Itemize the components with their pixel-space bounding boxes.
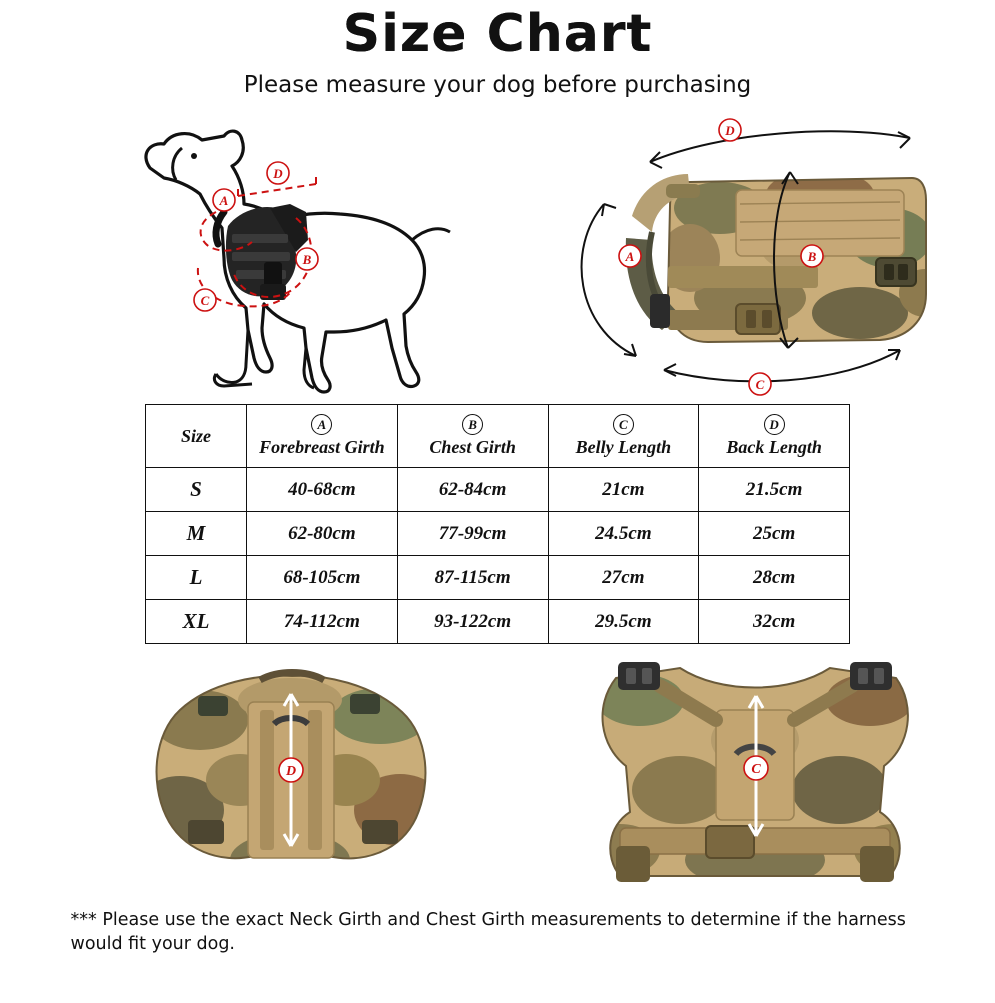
- cell-belly: 24.5cm: [548, 512, 699, 556]
- bottom-illustration-row: [0, 650, 995, 905]
- table-row: [146, 512, 850, 556]
- cell-forebreast: 74-112cm: [247, 600, 398, 644]
- marker-d-icon: D: [764, 414, 785, 435]
- cell-back: 25cm: [699, 512, 850, 556]
- svg-text:C: C: [751, 762, 761, 777]
- dog-outline-svg: [120, 108, 520, 398]
- table-header-back: D Back Length: [699, 405, 850, 468]
- page-title: Size Chart: [342, 4, 653, 64]
- cell-size: M: [146, 512, 247, 556]
- cell-size: S: [146, 468, 247, 512]
- harness-front-view-svg: [560, 650, 950, 900]
- cell-belly: 27cm: [548, 556, 699, 600]
- table-header-chest: B Chest Girth: [397, 405, 548, 468]
- svg-text:B: B: [302, 252, 312, 267]
- marker-b-icon: B: [462, 414, 483, 435]
- cell-belly: 21cm: [548, 468, 699, 512]
- table-row: [146, 556, 850, 600]
- page-subtitle: Please measure your dog before purchasing: [243, 72, 752, 98]
- cell-chest: 87-115cm: [397, 556, 548, 600]
- svg-text:D: D: [273, 166, 283, 181]
- cell-back: 21.5cm: [699, 468, 850, 512]
- cell-forebreast: 62-80cm: [247, 512, 398, 556]
- camo-harness-side-view: [540, 98, 980, 398]
- top-illustration-row: [0, 98, 995, 398]
- svg-text:A: A: [219, 193, 229, 208]
- camo-harness-svg: [540, 98, 980, 398]
- table-row: [146, 468, 850, 512]
- harness-front-view: [560, 650, 950, 900]
- harness-top-view: [110, 650, 470, 900]
- cell-chest: 93-122cm: [397, 600, 548, 644]
- cell-belly: 29.5cm: [548, 600, 699, 644]
- cell-size: XL: [146, 600, 247, 644]
- cell-chest: 62-84cm: [397, 468, 548, 512]
- svg-text:C: C: [755, 377, 765, 392]
- table-header-size: Size: [146, 405, 247, 468]
- table-header-row: [146, 405, 850, 468]
- table-header-forebreast: A Forebreast Girth: [247, 405, 398, 468]
- cell-size: L: [146, 556, 247, 600]
- svg-text:D: D: [725, 123, 735, 138]
- svg-text:D: D: [285, 764, 297, 779]
- cell-back: 28cm: [699, 556, 850, 600]
- cell-forebreast: 68-105cm: [247, 556, 398, 600]
- cell-back: 32cm: [699, 600, 850, 644]
- cell-forebreast: 40-68cm: [247, 468, 398, 512]
- footnote-text: *** Please use the exact Neck Girth and Chest Girth measurements to determine if the harness would fit your dog.: [70, 910, 906, 954]
- svg-text:A: A: [625, 249, 635, 264]
- table-header-belly: C Belly Length: [548, 405, 699, 468]
- marker-a-icon: A: [311, 414, 332, 435]
- table-row: [146, 600, 850, 644]
- size-chart-table: [145, 404, 850, 644]
- cell-chest: 77-99cm: [397, 512, 548, 556]
- harness-top-view-svg: [110, 650, 470, 900]
- svg-text:C: C: [200, 293, 210, 308]
- marker-c-icon: C: [613, 414, 634, 435]
- svg-text:B: B: [807, 249, 817, 264]
- dog-line-drawing: [120, 108, 520, 398]
